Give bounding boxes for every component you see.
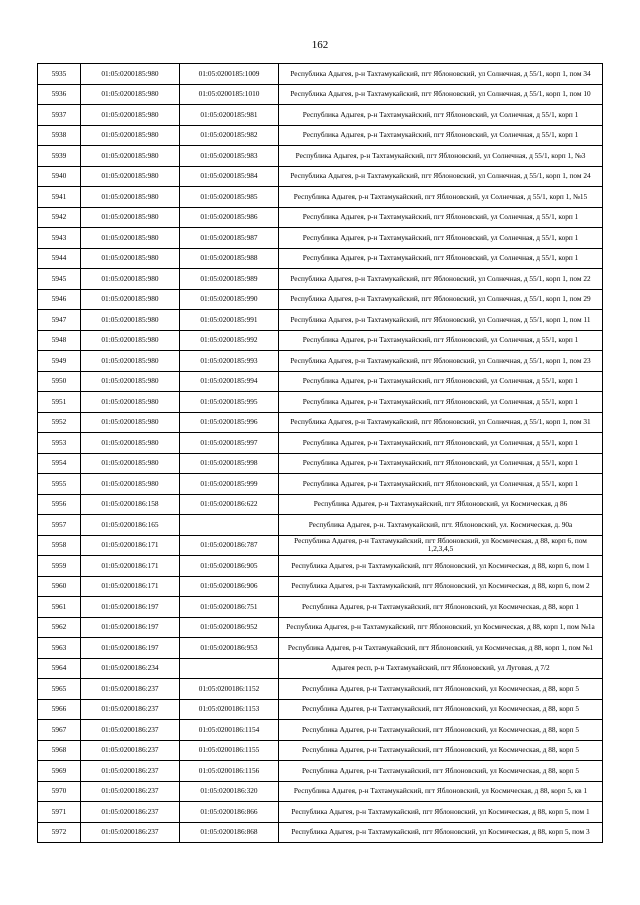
page-number: 162	[311, 39, 329, 51]
row-number-cell: 5949	[38, 351, 81, 372]
parent-cadastral-number-cell: 01:05:0200186:237	[81, 822, 180, 843]
address-cell: Республика Адыгея, р-н Тахтамукайский, пгт Яблоновский, ул Солнечная, д 55/1, корп 1	[279, 392, 603, 413]
address-cell: Республика Адыгея, р-н Тахтамукайский, пгт Яблоновский, ул Солнечная, д 55/1, корп 1, пом 29	[279, 289, 603, 310]
row-number-cell: 5935	[38, 64, 81, 85]
cadastral-number-cell: 01:05:0200185:982	[180, 125, 279, 146]
cadastral-number-cell: 01:05:0200186:952	[180, 617, 279, 638]
address-cell: Республика Адыгея, р-н Тахтамукайский, пгт Яблоновский, ул Солнечная, д 55/1, корп 1	[279, 433, 603, 454]
cadastral-number-cell: 01:05:0200186:787	[180, 535, 279, 556]
parent-cadastral-number-cell: 01:05:0200185:980	[81, 125, 180, 146]
address-cell: Республика Адыгея, р-н Тахтамукайский, пгт Яблоновский, ул Космическая, д 88, корп 1	[279, 597, 603, 618]
registry-table-body	[38, 64, 603, 843]
parent-cadastral-number-cell: 01:05:0200185:980	[81, 330, 180, 351]
row-number-cell: 5937	[38, 105, 81, 126]
address-cell: Республика Адыгея, р-н Тахтамукайский, пгт Яблоновский, ул Солнечная, д 55/1, корп 1	[279, 330, 603, 351]
row-number-cell: 5971	[38, 802, 81, 823]
table-row	[38, 228, 603, 249]
parent-cadastral-number-cell: 01:05:0200185:980	[81, 453, 180, 474]
table-row	[38, 392, 603, 413]
table-row	[38, 515, 603, 536]
table-row	[38, 269, 603, 290]
row-number-cell: 5962	[38, 617, 81, 638]
address-cell: Республика Адыгея, р-н Тахтамукайский, пгт Яблоновский, ул Космическая, д 88, корп 5, кв 1	[279, 781, 603, 802]
cadastral-number-cell: 01:05:0200185:993	[180, 351, 279, 372]
parent-cadastral-number-cell: 01:05:0200185:980	[81, 166, 180, 187]
row-number-cell: 5951	[38, 392, 81, 413]
address-cell: Республика Адыгея, р-н Тахтамукайский, пгт Яблоновский, ул Космическая, д 88, корп 6, пом 1,2,3,4,5	[279, 535, 603, 556]
row-number-cell: 5964	[38, 658, 81, 679]
parent-cadastral-number-cell: 01:05:0200186:171	[81, 535, 180, 556]
address-cell: Республика Адыгея, р-н Тахтамукайский, пгт Яблоновский, ул Космическая, д 86	[279, 494, 603, 515]
address-cell: Республика Адыгея, р-н Тахтамукайский, пгт Яблоновский, ул Солнечная, д 55/1, корп 1	[279, 474, 603, 495]
parent-cadastral-number-cell: 01:05:0200186:237	[81, 720, 180, 741]
table-row	[38, 310, 603, 331]
cadastral-number-cell: 01:05:0200186:953	[180, 638, 279, 659]
parent-cadastral-number-cell: 01:05:0200185:980	[81, 392, 180, 413]
row-number-cell: 5965	[38, 679, 81, 700]
table-row	[38, 105, 603, 126]
cadastral-number-cell: 01:05:0200186:622	[180, 494, 279, 515]
cadastral-number-cell: 01:05:0200186:905	[180, 556, 279, 577]
address-cell: Республика Адыгея, р-н Тахтамукайский, пгт Яблоновский, ул Солнечная, д 55/1, корп 1, №15	[279, 187, 603, 208]
row-number-cell: 5956	[38, 494, 81, 515]
table-row	[38, 248, 603, 269]
table-row	[38, 576, 603, 597]
row-number-cell: 5941	[38, 187, 81, 208]
cadastral-number-cell: 01:05:0200185:991	[180, 310, 279, 331]
cadastral-number-cell: 01:05:0200186:1154	[180, 720, 279, 741]
row-number-cell: 5952	[38, 412, 81, 433]
cadastral-number-cell: 01:05:0200186:1152	[180, 679, 279, 700]
address-cell: Республика Адыгея, р-н Тахтамукайский, пгт Яблоновский, ул Солнечная, д 55/1, корп 1	[279, 207, 603, 228]
cadastral-number-cell: 01:05:0200185:983	[180, 146, 279, 167]
cadastral-registry-table	[37, 63, 603, 843]
row-number-cell: 5954	[38, 453, 81, 474]
parent-cadastral-number-cell: 01:05:0200185:980	[81, 228, 180, 249]
parent-cadastral-number-cell: 01:05:0200185:980	[81, 64, 180, 85]
cadastral-number-cell: 01:05:0200185:989	[180, 269, 279, 290]
parent-cadastral-number-cell: 01:05:0200186:237	[81, 699, 180, 720]
row-number-cell: 5944	[38, 248, 81, 269]
address-cell: Республика Адыгея, р-н Тахтамукайский, пгт Яблоновский, ул Космическая, д 88, корп 1, пом №1а	[279, 617, 603, 638]
row-number-cell: 5969	[38, 761, 81, 782]
parent-cadastral-number-cell: 01:05:0200185:980	[81, 371, 180, 392]
parent-cadastral-number-cell: 01:05:0200186:234	[81, 658, 180, 679]
table-row	[38, 166, 603, 187]
address-cell: Республика Адыгея, р-н Тахтамукайский, пгт Яблоновский, ул Космическая, д 88, корп 5, пом 1	[279, 802, 603, 823]
table-row	[38, 638, 603, 659]
row-number-cell: 5970	[38, 781, 81, 802]
row-number-cell: 5946	[38, 289, 81, 310]
address-cell: Республика Адыгея, р-н Тахтамукайский, пгт Яблоновский, ул Космическая, д 88, корп 6, пом 1	[279, 556, 603, 577]
parent-cadastral-number-cell: 01:05:0200186:237	[81, 802, 180, 823]
parent-cadastral-number-cell: 01:05:0200185:980	[81, 207, 180, 228]
parent-cadastral-number-cell: 01:05:0200185:980	[81, 84, 180, 105]
parent-cadastral-number-cell: 01:05:0200185:980	[81, 146, 180, 167]
parent-cadastral-number-cell: 01:05:0200186:165	[81, 515, 180, 536]
cadastral-number-cell: 01:05:0200185:981	[180, 105, 279, 126]
table-row	[38, 740, 603, 761]
table-row	[38, 720, 603, 741]
address-cell: Республика Адыгея, р-н Тахтамукайский, пгт Яблоновский, ул Космическая, д 88, корп 5	[279, 720, 603, 741]
row-number-cell: 5948	[38, 330, 81, 351]
address-cell: Республика Адыгея, р-н Тахтамукайский, пгт Яблоновский, ул Космическая, д 88, корп 5	[279, 740, 603, 761]
table-row	[38, 125, 603, 146]
row-number-cell: 5966	[38, 699, 81, 720]
cadastral-number-cell: 01:05:0200186:868	[180, 822, 279, 843]
parent-cadastral-number-cell: 01:05:0200185:980	[81, 248, 180, 269]
address-cell: Республика Адыгея, р-н Тахтамукайский, пгт Яблоновский, ул Солнечная, д 55/1, корп 1	[279, 248, 603, 269]
parent-cadastral-number-cell: 01:05:0200185:980	[81, 310, 180, 331]
parent-cadastral-number-cell: 01:05:0200185:980	[81, 433, 180, 454]
parent-cadastral-number-cell: 01:05:0200186:237	[81, 761, 180, 782]
cadastral-number-cell: 01:05:0200186:866	[180, 802, 279, 823]
address-cell: Республика Адыгея, р-н Тахтамукайский, пгт Яблоновский, ул Космическая, д 88, корп 5, пом 3	[279, 822, 603, 843]
row-number-cell: 5967	[38, 720, 81, 741]
address-cell: Республика Адыгея, р-н Тахтамукайский, пгт Яблоновский, ул Космическая, д 88, корп 6, пом 2	[279, 576, 603, 597]
row-number-cell: 5950	[38, 371, 81, 392]
address-cell: Республика Адыгея, р-н. Тахтамукайский, пгт. Яблоновский, ул. Космическая, д. 90а	[279, 515, 603, 536]
address-cell: Республика Адыгея, р-н Тахтамукайский, пгт Яблоновский, ул Солнечная, д 55/1, корп 1	[279, 371, 603, 392]
cadastral-number-cell: 01:05:0200185:995	[180, 392, 279, 413]
address-cell: Республика Адыгея, р-н Тахтамукайский, пгт Яблоновский, ул Солнечная, д 55/1, корп 1	[279, 125, 603, 146]
cadastral-number-cell	[180, 515, 279, 536]
row-number-cell: 5961	[38, 597, 81, 618]
address-cell: Республика Адыгея, р-н Тахтамукайский, пгт Яблоновский, ул Космическая, д 88, корп 5	[279, 761, 603, 782]
table-row	[38, 330, 603, 351]
address-cell: Республика Адыгея, р-н Тахтамукайский, пгт Яблоновский, ул Солнечная, д 55/1, корп 1, пом 22	[279, 269, 603, 290]
cadastral-number-cell: 01:05:0200185:999	[180, 474, 279, 495]
cadastral-number-cell: 01:05:0200185:997	[180, 433, 279, 454]
row-number-cell: 5959	[38, 556, 81, 577]
table-row	[38, 781, 603, 802]
parent-cadastral-number-cell: 01:05:0200185:980	[81, 474, 180, 495]
parent-cadastral-number-cell: 01:05:0200185:980	[81, 412, 180, 433]
row-number-cell: 5955	[38, 474, 81, 495]
parent-cadastral-number-cell: 01:05:0200186:171	[81, 576, 180, 597]
cadastral-number-cell: 01:05:0200185:998	[180, 453, 279, 474]
cadastral-number-cell: 01:05:0200185:984	[180, 166, 279, 187]
row-number-cell: 5936	[38, 84, 81, 105]
cadastral-number-cell: 01:05:0200186:320	[180, 781, 279, 802]
cadastral-number-cell: 01:05:0200186:751	[180, 597, 279, 618]
table-row	[38, 412, 603, 433]
table-row	[38, 494, 603, 515]
row-number-cell: 5960	[38, 576, 81, 597]
cadastral-number-cell: 01:05:0200186:1156	[180, 761, 279, 782]
table-row	[38, 474, 603, 495]
address-cell: Республика Адыгея, р-н Тахтамукайский, пгт Яблоновский, ул Солнечная, д 55/1, корп 1	[279, 228, 603, 249]
row-number-cell: 5958	[38, 535, 81, 556]
table-row	[38, 146, 603, 167]
row-number-cell: 5957	[38, 515, 81, 536]
table-row	[38, 597, 603, 618]
parent-cadastral-number-cell: 01:05:0200185:980	[81, 187, 180, 208]
address-cell: Республика Адыгея, р-н Тахтамукайский, пгт Яблоновский, ул Солнечная, д 55/1, корп 1, №3	[279, 146, 603, 167]
parent-cadastral-number-cell: 01:05:0200185:980	[81, 105, 180, 126]
address-cell: Республика Адыгея, р-н Тахтамукайский, пгт Яблоновский, ул Солнечная, д 55/1, корп 1, пом 10	[279, 84, 603, 105]
address-cell: Республика Адыгея, р-н Тахтамукайский, пгт Яблоновский, ул Солнечная, д 55/1, корп 1, пом 23	[279, 351, 603, 372]
cadastral-number-cell: 01:05:0200186:906	[180, 576, 279, 597]
table-row	[38, 802, 603, 823]
table-row	[38, 556, 603, 577]
row-number-cell: 5942	[38, 207, 81, 228]
table-row	[38, 679, 603, 700]
table-row	[38, 761, 603, 782]
table-row	[38, 351, 603, 372]
table-row	[38, 207, 603, 228]
cadastral-number-cell: 01:05:0200185:988	[180, 248, 279, 269]
address-cell: Республика Адыгея, р-н Тахтамукайский, пгт Яблоновский, ул Космическая, д 88, корп 1, пом №1	[279, 638, 603, 659]
table-row	[38, 84, 603, 105]
row-number-cell: 5947	[38, 310, 81, 331]
cadastral-number-cell: 01:05:0200186:1153	[180, 699, 279, 720]
cadastral-number-cell: 01:05:0200185:990	[180, 289, 279, 310]
table-row	[38, 699, 603, 720]
table-row	[38, 64, 603, 85]
table-row	[38, 658, 603, 679]
address-cell: Республика Адыгея, р-н Тахтамукайский, пгт Яблоновский, ул Солнечная, д 55/1, корп 1, пом 34	[279, 64, 603, 85]
address-cell: Республика Адыгея, р-н Тахтамукайский, пгт Яблоновский, ул Солнечная, д 55/1, корп 1	[279, 453, 603, 474]
cadastral-number-cell: 01:05:0200185:1009	[180, 64, 279, 85]
parent-cadastral-number-cell: 01:05:0200185:980	[81, 269, 180, 290]
cadastral-number-cell	[180, 658, 279, 679]
cadastral-number-cell: 01:05:0200185:987	[180, 228, 279, 249]
address-cell: Республика Адыгея, р-н Тахтамукайский, пгт Яблоновский, ул Космическая, д 88, корп 5	[279, 699, 603, 720]
table-row	[38, 453, 603, 474]
cadastral-number-cell: 01:05:0200185:986	[180, 207, 279, 228]
table-row	[38, 371, 603, 392]
address-cell: Республика Адыгея, р-н Тахтамукайский, пгт Яблоновский, ул Солнечная, д 55/1, корп 1, пом 31	[279, 412, 603, 433]
table-row	[38, 617, 603, 638]
parent-cadastral-number-cell: 01:05:0200186:237	[81, 679, 180, 700]
row-number-cell: 5953	[38, 433, 81, 454]
address-cell: Республика Адыгея, р-н Тахтамукайский, пгт Яблоновский, ул Солнечная, д 55/1, корп 1, пом 24	[279, 166, 603, 187]
address-cell: Республика Адыгея, р-н Тахтамукайский, пгт Яблоновский, ул Солнечная, д 55/1, корп 1	[279, 105, 603, 126]
address-cell: Республика Адыгея, р-н Тахтамукайский, пгт Яблоновский, ул Солнечная, д 55/1, корп 1, пом 11	[279, 310, 603, 331]
cadastral-number-cell: 01:05:0200185:994	[180, 371, 279, 392]
parent-cadastral-number-cell: 01:05:0200186:197	[81, 638, 180, 659]
parent-cadastral-number-cell: 01:05:0200186:171	[81, 556, 180, 577]
parent-cadastral-number-cell: 01:05:0200185:980	[81, 289, 180, 310]
parent-cadastral-number-cell: 01:05:0200186:197	[81, 597, 180, 618]
table-row	[38, 187, 603, 208]
row-number-cell: 5945	[38, 269, 81, 290]
cadastral-number-cell: 01:05:0200185:985	[180, 187, 279, 208]
parent-cadastral-number-cell: 01:05:0200186:237	[81, 781, 180, 802]
row-number-cell: 5938	[38, 125, 81, 146]
table-row	[38, 535, 603, 556]
row-number-cell: 5939	[38, 146, 81, 167]
address-cell: Адыгея респ, р-н Тахтамукайский, пгт Яблоновский, ул Луговая, д 7/2	[279, 658, 603, 679]
table-row	[38, 289, 603, 310]
parent-cadastral-number-cell: 01:05:0200186:158	[81, 494, 180, 515]
parent-cadastral-number-cell: 01:05:0200186:237	[81, 740, 180, 761]
row-number-cell: 5943	[38, 228, 81, 249]
cadastral-number-cell: 01:05:0200186:1155	[180, 740, 279, 761]
cadastral-number-cell: 01:05:0200185:992	[180, 330, 279, 351]
parent-cadastral-number-cell: 01:05:0200186:197	[81, 617, 180, 638]
address-cell: Республика Адыгея, р-н Тахтамукайский, пгт Яблоновский, ул Космическая, д 88, корп 5	[279, 679, 603, 700]
cadastral-number-cell: 01:05:0200185:996	[180, 412, 279, 433]
row-number-cell: 5968	[38, 740, 81, 761]
cadastral-number-cell: 01:05:0200185:1010	[180, 84, 279, 105]
row-number-cell: 5940	[38, 166, 81, 187]
table-row	[38, 433, 603, 454]
parent-cadastral-number-cell: 01:05:0200185:980	[81, 351, 180, 372]
row-number-cell: 5963	[38, 638, 81, 659]
row-number-cell: 5972	[38, 822, 81, 843]
table-row	[38, 822, 603, 843]
